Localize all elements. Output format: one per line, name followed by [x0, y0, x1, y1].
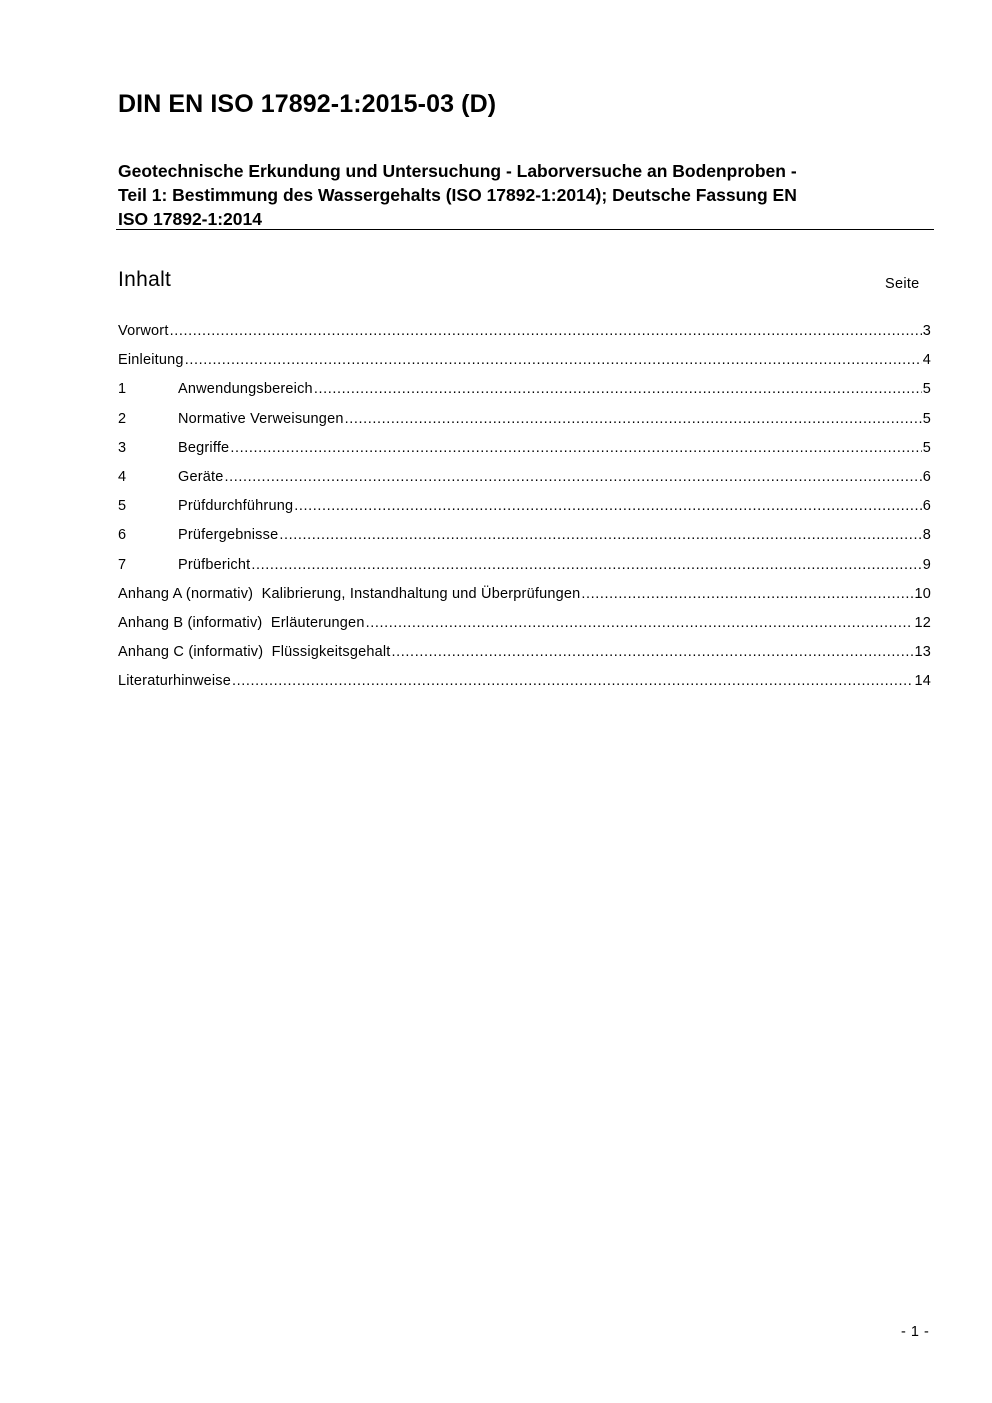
toc-dot-leader [581, 586, 913, 602]
subtitle-line: Geotechnische Erkundung und Untersuchung - Laborversuche an Bodenproben - [118, 161, 797, 181]
toc-entry-number: 4 [118, 468, 127, 485]
toc-entry-number: 6 [118, 527, 127, 544]
toc-page-column-label: Seite [885, 276, 920, 292]
document-title: DIN EN ISO 17892-1:2015-03 (D) [118, 90, 497, 118]
toc-entry[interactable] [118, 586, 931, 615]
toc-dot-leader [230, 440, 921, 456]
table-of-contents [118, 323, 931, 702]
toc-entry-label: Geräte [178, 468, 224, 485]
toc-entry[interactable] [118, 644, 931, 673]
toc-entry-label: Prüfdurchführung [178, 498, 294, 515]
toc-dot-leader [170, 323, 922, 339]
toc-entry-number: 7 [118, 556, 127, 573]
toc-dot-leader [232, 673, 913, 689]
toc-entry[interactable] [118, 527, 931, 556]
toc-entry-label: Anhang A (normativ) Kalibrierung, Instandhaltung und Überprüfungen [118, 585, 581, 602]
toc-entry-number: 5 [118, 498, 127, 515]
document-subtitle [118, 159, 918, 231]
toc-entry[interactable] [118, 673, 931, 702]
toc-entry-page: 13 [914, 644, 931, 661]
toc-entry[interactable] [118, 381, 931, 410]
toc-entry-label: Prüfbericht [178, 556, 251, 573]
toc-dot-leader [185, 352, 922, 368]
toc-entry-page: 6 [922, 468, 931, 485]
toc-entry-label: Literaturhinweise [118, 673, 232, 690]
toc-dot-leader [251, 557, 921, 573]
toc-entry[interactable] [118, 469, 931, 498]
toc-entry[interactable] [118, 615, 931, 644]
toc-entry-page: 12 [914, 614, 931, 631]
toc-heading: Inhalt [118, 268, 172, 291]
toc-entry-page: 3 [922, 323, 931, 339]
toc-entry-label: Begriffe [178, 439, 230, 456]
toc-dot-leader [345, 411, 922, 427]
toc-entry-page: 14 [914, 673, 931, 690]
title-divider [116, 229, 934, 230]
toc-entry-page: 5 [922, 439, 931, 456]
toc-entry-label: Prüfergebnisse [178, 527, 279, 544]
toc-entry-label: Anwendungsbereich [178, 381, 313, 398]
toc-entry-page: 9 [922, 556, 931, 573]
toc-entry-page: 5 [922, 381, 931, 398]
toc-entry-number: 1 [118, 381, 127, 398]
toc-entry-label: Einleitung [118, 352, 184, 369]
toc-entry-label: Normative Verweisungen [178, 410, 344, 427]
subtitle-line: Teil 1: Bestimmung des Wassergehalts (ISO 17892-1:2014); Deutsche Fassung EN [118, 185, 797, 205]
toc-dot-leader [392, 644, 914, 660]
toc-entry-page: 4 [922, 352, 931, 369]
toc-entry-page: 10 [914, 585, 931, 602]
toc-dot-leader [294, 498, 921, 514]
toc-dot-leader [314, 381, 922, 397]
toc-entry[interactable] [118, 352, 931, 381]
toc-entry-label: Vorwort [118, 323, 169, 339]
toc-dot-leader [225, 469, 922, 485]
toc-entry-number: 3 [118, 439, 127, 456]
toc-dot-leader [279, 527, 921, 543]
toc-entry-label: Anhang B (informativ) Erläuterungen [118, 614, 365, 631]
toc-entry-page: 5 [922, 410, 931, 427]
page-number: - 1 - [901, 1324, 930, 1340]
toc-entry[interactable] [118, 498, 931, 527]
toc-dot-leader [366, 615, 914, 631]
toc-entry[interactable] [118, 440, 931, 469]
subtitle-line: ISO 17892-1:2014 [118, 209, 262, 229]
toc-entry-page: 6 [922, 498, 931, 515]
toc-entry-number: 2 [118, 410, 127, 427]
toc-entry[interactable] [118, 411, 931, 440]
toc-entry-label: Anhang C (informativ) Flüssigkeitsgehalt [118, 644, 391, 661]
toc-entry[interactable] [118, 557, 931, 586]
toc-entry[interactable] [118, 323, 931, 352]
toc-entry-page: 8 [922, 527, 931, 544]
